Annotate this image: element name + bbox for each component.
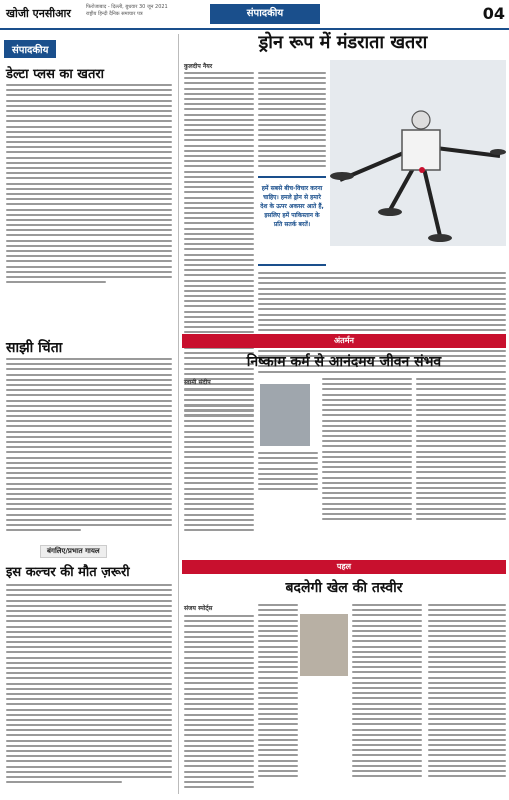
editorial-3-title: इस कल्चर की मौत ज़रूरी (6, 565, 130, 580)
tagline: राष्ट्रीय हिन्दी दैनिक समाचार पत्र (86, 11, 143, 17)
antarman-title: निष्काम कर्म से आनंदमय जीवन संभव (246, 354, 442, 370)
editorial-2-body (6, 358, 172, 534)
main-byline: कुलदीप नैयर (184, 63, 213, 70)
drone-image (330, 60, 506, 246)
antarman-col-4 (416, 378, 506, 523)
pahal-col-4 (428, 604, 506, 780)
antarman-photo (260, 384, 310, 446)
drone-photo (330, 60, 506, 246)
main-body-col-1 (184, 72, 254, 425)
antarman-col-2 (258, 452, 318, 494)
main-body-col-2 (258, 72, 326, 171)
main-article-title: ड्रोन रूप में मंडराता खतरा (258, 32, 428, 53)
column-separator (178, 34, 179, 794)
pahal-col-1 (184, 604, 254, 791)
pahal-col-3 (352, 604, 422, 780)
pahal-section-bar: पहल (182, 560, 506, 574)
editorial-2-title: साझी चिंता (6, 340, 63, 356)
pahal-col-2 (258, 604, 298, 780)
pahal-photo (300, 614, 348, 676)
antarman-col-3 (322, 378, 412, 523)
editorial-3-body (6, 584, 172, 786)
antarman-author: स्वामी संदीप (184, 379, 211, 386)
page-number: 04 (482, 4, 505, 23)
antarman-section-bar: अंतर्मन (182, 334, 506, 348)
pahal-title: बदलेगी खेल की तस्वीर (285, 580, 403, 596)
pahal-author: संजय स्पोर्ट्स (184, 605, 213, 612)
newspaper-logo: खोजी एनसीआर (6, 7, 71, 20)
date-line: फिरोजाबाद - दिल्ली, बुधवार 30 जून 2021 (86, 4, 168, 10)
antarman-col-1 (184, 378, 254, 534)
editorial-1-title: डेल्टा प्लस का खतरा (6, 67, 105, 82)
section-tag: संपादकीय (4, 40, 56, 58)
masthead (0, 0, 509, 28)
editorial-3-subtag: बंगलिए/प्रभात गायल (40, 545, 107, 558)
editorial-1-body (6, 84, 172, 286)
section-header: संपादकीय (210, 4, 320, 24)
pull-quote: हमें सबसे बीच-विचार करना चाहिए। हमले ड्रोन से हमारे देश के ऊपर अकसर आते हैं, इसलिए हमें पाकिस्तान के प्रति सतर्क बरतें। (258, 176, 326, 266)
masthead-meta (86, 4, 168, 18)
